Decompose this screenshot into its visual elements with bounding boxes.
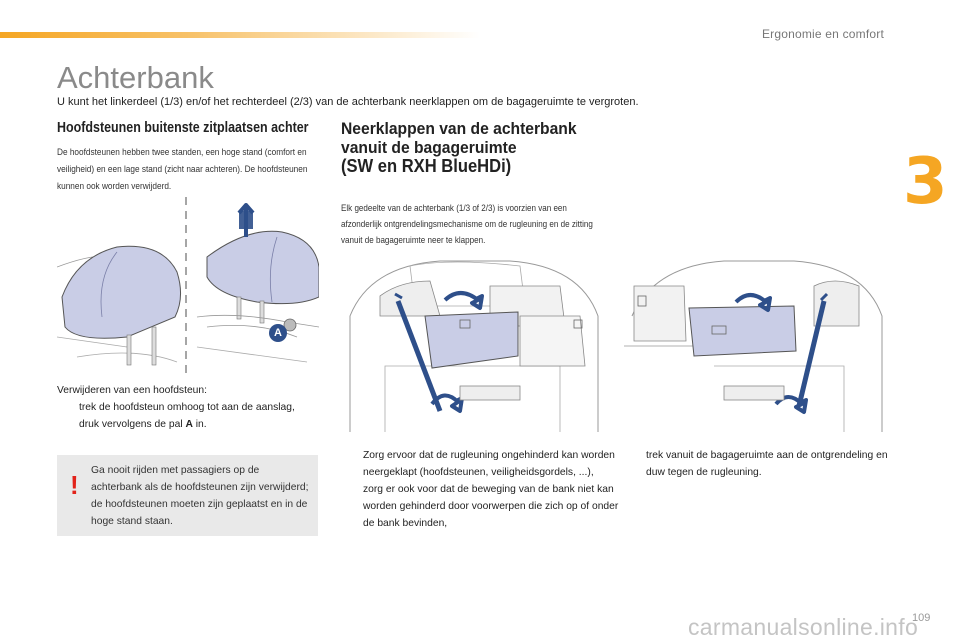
- folding-heading-line2: vanuit de bagageruimte: [341, 138, 517, 157]
- page-number: 109: [912, 612, 931, 624]
- page-title: Achterbank: [57, 60, 214, 95]
- folding-bullet-2: [341, 481, 631, 532]
- chapter-number: 3: [903, 145, 948, 219]
- watermark: carmanualsonline.info: [688, 614, 919, 640]
- headrest-illustration: [57, 197, 319, 373]
- remove-step-2-text: [79, 416, 207, 433]
- folding-description: Elk gedeelte van de achterbank (1/3 of 2/3) is voorzien van een afzonderlijk ontgrendelingsmechanisme om de rugleuning en de zitting vanuit de bagageruimte neer te klappen.: [341, 202, 593, 245]
- remove-step-2-pre: druk vervolgens de pal: [79, 419, 186, 430]
- remove-step-1: [57, 399, 327, 416]
- remove-step-1-text: trek de hoofdsteun omhoog tot aan de aanslag,: [79, 402, 295, 413]
- folding-heading: [341, 119, 577, 176]
- folding-bullet-3-text: trek vanuit de bagageruimte aan de ontgrendeling en duw tegen de rugleuning.: [646, 450, 888, 478]
- section-header: Ergonomie en comfort: [761, 27, 884, 41]
- folding-bullet-1: [341, 447, 631, 481]
- folding-action: [624, 447, 894, 481]
- warning-icon: !: [70, 470, 79, 500]
- remove-step-2-post: in.: [192, 419, 207, 430]
- bullet-icon: [57, 399, 69, 416]
- remove-title: Verwijderen van een hoofdsteun:: [57, 385, 207, 396]
- headrest-heading: Hoofdsteunen buitenste zitplaatsen achter: [57, 120, 309, 136]
- bullet-icon: [341, 481, 353, 532]
- headrest-description: De hoofdsteunen hebben twee standen, een hoge stand (comfort en veiligheid) en een lage stand (zicht naar achteren). De hoofdsteunen kunnen ook worden verwijderd.: [57, 147, 308, 192]
- folding-heading-line1: Neerklappen van de achterbank: [341, 119, 577, 138]
- trunk-fold-illustration-left: [340, 256, 602, 432]
- bullet-icon: [624, 447, 636, 481]
- remove-headrest-instructions: [57, 382, 327, 433]
- folding-bullet-1-text: Zorg ervoor dat de rugleuning ongehinderd kan worden neergeklapt (hoofdsteunen, veiligheidsgordels, ...),: [363, 450, 615, 478]
- bullet-icon: [341, 447, 353, 481]
- folding-bullet-2-text: zorg er ook voor dat de beweging van de bank niet kan worden gehinderd door voorwerpen die zich op of onder de bank bevinden,: [363, 484, 619, 529]
- trunk-fold-illustration-right: [624, 256, 886, 432]
- warning-text: Ga nooit rijden met passagiers op de achterbank als de hoofdsteunen zijn verwijderd; de hoofdsteunen moeten zijn geplaatst en in de hoge stand staan.: [91, 465, 309, 527]
- intro-text: U kunt het linkerdeel (1/3) en/of het rechterdeel (2/3) van de achterbank neerklappen om de bagageruimte te vergroten.: [57, 96, 639, 108]
- pawl-label: A: [185, 419, 193, 430]
- folding-heading-line3: (SW en RXH BlueHDi): [341, 156, 512, 176]
- remove-step-2: [57, 416, 327, 433]
- warning-box: [57, 455, 318, 536]
- bullet-icon: [57, 416, 69, 433]
- callout-a-label: A: [274, 327, 282, 339]
- folding-bullet-3: [624, 447, 894, 481]
- header-accent-bar: [0, 32, 480, 38]
- callout-a-badge: [269, 324, 287, 342]
- folding-precautions: [341, 447, 631, 532]
